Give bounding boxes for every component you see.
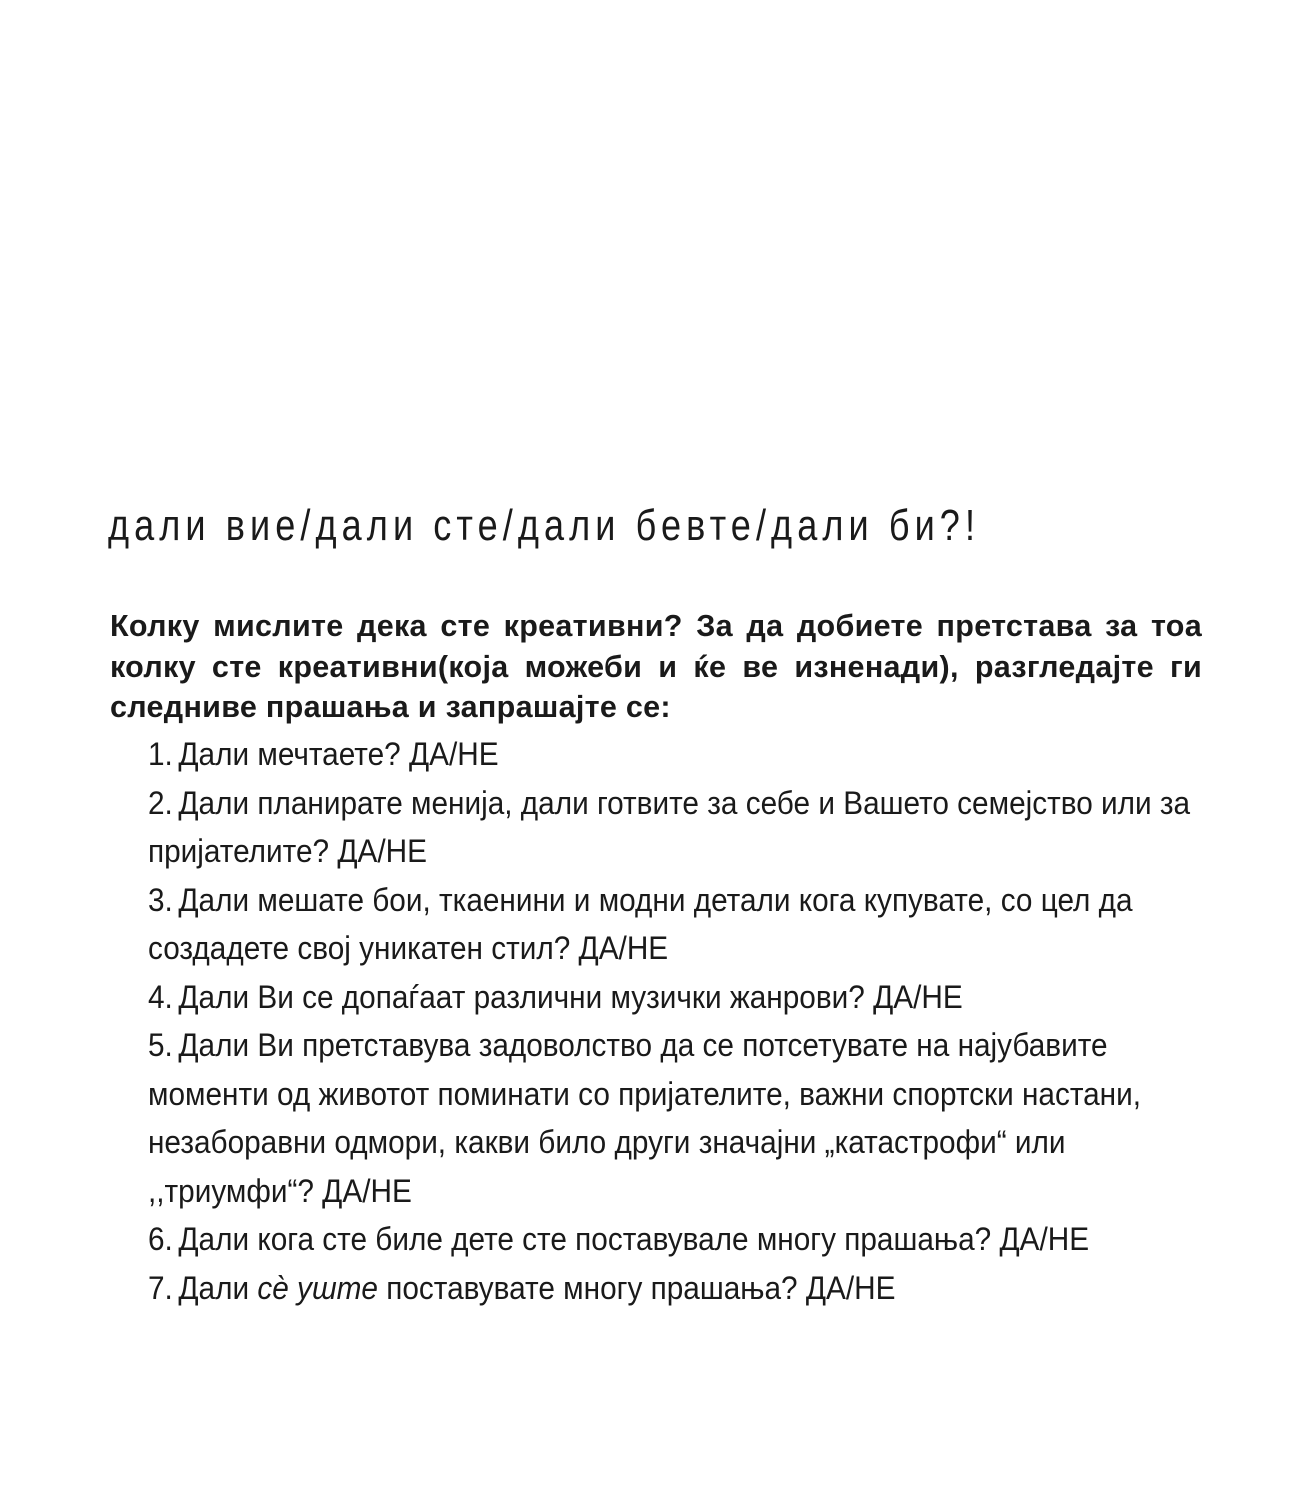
question-item-6 — [148, 1215, 1218, 1264]
question-number: 3. — [148, 881, 173, 918]
question-text-after: поставувате многу прашања? ДА/НЕ — [377, 1269, 896, 1306]
question-item-2 — [148, 779, 1218, 876]
question-item-3 — [148, 876, 1218, 973]
question-text-emphasis: сè уште — [257, 1269, 378, 1306]
question-number: 5. — [148, 1027, 173, 1063]
intro-paragraph: Колку мислите дека сте креативни? За да добиете претстава за тоа колку сте креативни(која можеби и ќе ве изненади), разгледајте ги следниве прашања и запрашајте се: — [110, 609, 1202, 724]
question-text: Дали кога сте биле дете сте поставувале многу прашања? ДА/НЕ — [178, 1221, 1090, 1257]
question-text: Дали мешате бои, ткаенини и модни детали кога купувате, со цел да создадете свој уникатен стил? ДА/НЕ — [148, 881, 1133, 966]
page-title: дали вие/дали сте/дали бевте/дали би?! — [108, 501, 981, 550]
question-text-before: Дали — [178, 1269, 258, 1306]
question-number: 2. — [148, 784, 173, 821]
question-number: 7. — [148, 1269, 173, 1306]
question-number: 4. — [148, 978, 173, 1015]
questions-list — [148, 730, 1218, 1312]
question-item-5 — [148, 1021, 1218, 1215]
question-item-7 — [148, 1264, 1218, 1313]
question-number: 6. — [148, 1221, 173, 1257]
question-text: Дали планирате менија, дали готвите за себе и Вашето семејство или за пријателите? ДА/НЕ — [148, 784, 1191, 869]
question-number: 1. — [148, 736, 173, 772]
question-text: Дали мечтаете? ДА/НЕ — [178, 736, 499, 772]
question-item-4 — [148, 973, 1218, 1022]
question-item-1 — [148, 730, 1218, 779]
question-text: Дали Ви се допаѓаат различни музички жанрови? ДА/НЕ — [178, 978, 963, 1015]
question-text: Дали Ви претставува задоволство да се потсетувате на најубавите моменти од животот поминати со пријателите, важни спортски настани, незаборавни одмори, какви било други значајни „катастрофи“ или ,,триумфи“? ДА/НЕ — [148, 1027, 1142, 1209]
